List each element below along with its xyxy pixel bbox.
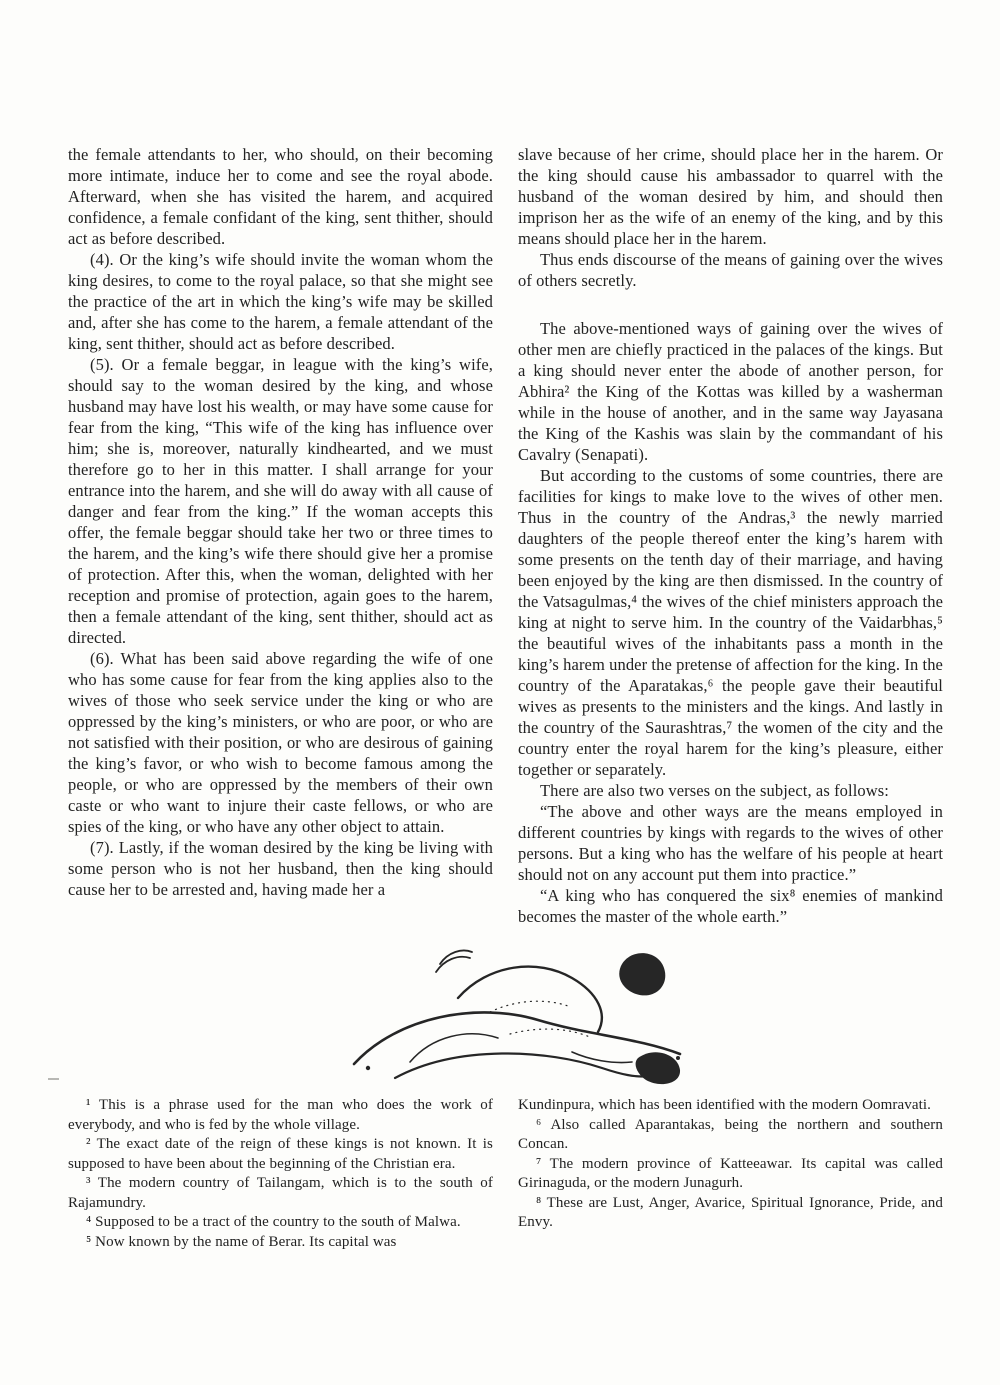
main-text	[68, 144, 943, 927]
closing-paragraph: Thus ends discourse of the means of gaining over the wives of others secretly.	[518, 250, 943, 290]
continuation-paragraph: the female attendants to her, who should, on their becoming more intimate, induce her to come and see the royal abode. Afterward, when she has visited the harem, and acquired confidence, a female confidant of the king, sent thither, should act as before described.	[68, 145, 493, 248]
paragraph-7: (7). Lastly, if the woman desired by the king be living with some person who is not her husband, then the king should cause her to be arrested and, having made her a	[68, 838, 493, 899]
footnote-4: ⁴ Supposed to be a tract of the country to the south of Malwa.	[86, 1214, 461, 1230]
footnote-separator	[48, 1078, 59, 1080]
section-paragraph: The above-mentioned ways of gaining over the wives of other men are chiefly practiced in the palaces of the kings. But a king should never enter the abode of another person, for Abhira² the King of the Kottas was killed by a washerman while in the house of another, and in the same way Jayasana the King of the Kashis was slain by the commandant of his Cavalry (Senapati).	[518, 319, 943, 464]
footnotes-right-column	[518, 1096, 943, 1252]
continuation-paragraph: slave because of her crime, should place her in the harem. Or the king should cause his ambassador to quarrel with the husband of the woman desired by him, and should then imprison her as the wife of an enemy of the king, and by this means should place her in the harem.	[518, 145, 943, 248]
footnote-5: ⁵ Now known by the name of Berar. Its capital was	[86, 1233, 397, 1250]
footnote-2: ² The exact date of the reign of these kings is not known. It is supposed to have been about the beginning of the Christian era.	[68, 1136, 493, 1172]
right-column	[518, 144, 943, 927]
footnotes	[68, 1096, 943, 1252]
footnote-8: ⁸ These are Lust, Anger, Avarice, Spiritual Ignorance, Pride, and Envy.	[518, 1194, 943, 1230]
sketch-illustration-graphic	[340, 942, 690, 1094]
customs-paragraph: But according to the customs of some countries, there are facilities for kings to make love to the wives of other men. Thus in the country of the Andras,³ the newly married daughters of the people thereof enter the king’s harem with some presents on the tenth day of their marriage, and having been enjoyed by the king are then dismissed. In the country of the Vatsagulmas,⁴ the wives of the chief ministers approach the king at night to serve him. In the country of the Vaidarbhas,⁵ the beautiful wives of the inhabitants pass a month in the king’s harem under the pretense of affection for the king. In the country of the Aparatakas,⁶ the people gave their beautiful wives as presents to the ministers and the kings. And lastly in the country of the Saurashtras,⁷ the women of the city and the country enter the royal harem for the king’s pleasure, either together or separately.	[518, 466, 943, 779]
footnote-1: ¹ This is a phrase used for the man who does the work of everybody, and who is fed by the whole village.	[68, 1097, 493, 1133]
footnote-6: ⁶ Also called Aparantakas, being the northern and southern Concan.	[518, 1116, 943, 1152]
verse-1-paragraph: “The above and other ways are the means employed in different countries by kings with regards to the wives of other persons. But a king who has the welfare of his people at heart should not on any account put them into practice.”	[518, 802, 943, 884]
left-column	[68, 144, 493, 927]
footnote-7: ⁷ The modern province of Katteeawar. Its capital was called Girinaguda, or the modern Junagurh.	[518, 1155, 943, 1191]
verse-2-paragraph: “A king who has conquered the six⁸ enemies of mankind becomes the master of the whole earth.”	[518, 886, 943, 926]
footnotes-left-column	[68, 1096, 493, 1252]
paragraph-4: (4). Or the king’s wife should invite the woman whom the king desires, to come to the royal palace, so that she might see the practice of the art in which the king’s wife may be skilled and, after she has come to the harem, a female attendant of the king, sent thither, should act as before described.	[68, 250, 493, 353]
footnote-5-continuation: Kundinpura, which has been identified with the modern Oomravati.	[518, 1097, 931, 1113]
paragraph-6: (6). What has been said above regarding the wife of one who has some cause for fear from the king applies also to the wives of those who seek service under the king or who are oppressed by the king’s ministers, or who are poor, or who are not satisfied with their position, or who are desirous of gaining the king’s favor, or who wish to become famous among the people, or who are oppressed by the members of their own caste or who want to injure their caste fellows, or who are spies of the king, or who have any other object to attain.	[68, 649, 493, 836]
paragraph-5: (5). Or a female beggar, in league with the king’s wife, should say to the woman desired by the king, and whose husband may have lost his wealth, or may have some cause for fear from the king, “This wife of the king has influence over him; she is, moreover, naturally kindhearted, and we must therefore go to her in this matter. I shall arrange for your entrance into the harem, and she will do away with all cause of danger and fear from the king.” If the woman accepts this offer, the female beggar should take her two or three times to the harem, and the king’s wife there should give her a promise of protection. After this, when the woman, delighted with her reception and promise of protection, again goes to the harem, then a female attendant of the king, sent thither, should act as directed.	[68, 355, 493, 647]
footnote-3: ³ The modern country of Tailangam, which is to the south of Rajamundry.	[68, 1175, 493, 1211]
figure-drawing-illustration	[340, 942, 690, 1094]
verses-intro-paragraph: There are also two verses on the subject, as follows:	[540, 781, 889, 800]
